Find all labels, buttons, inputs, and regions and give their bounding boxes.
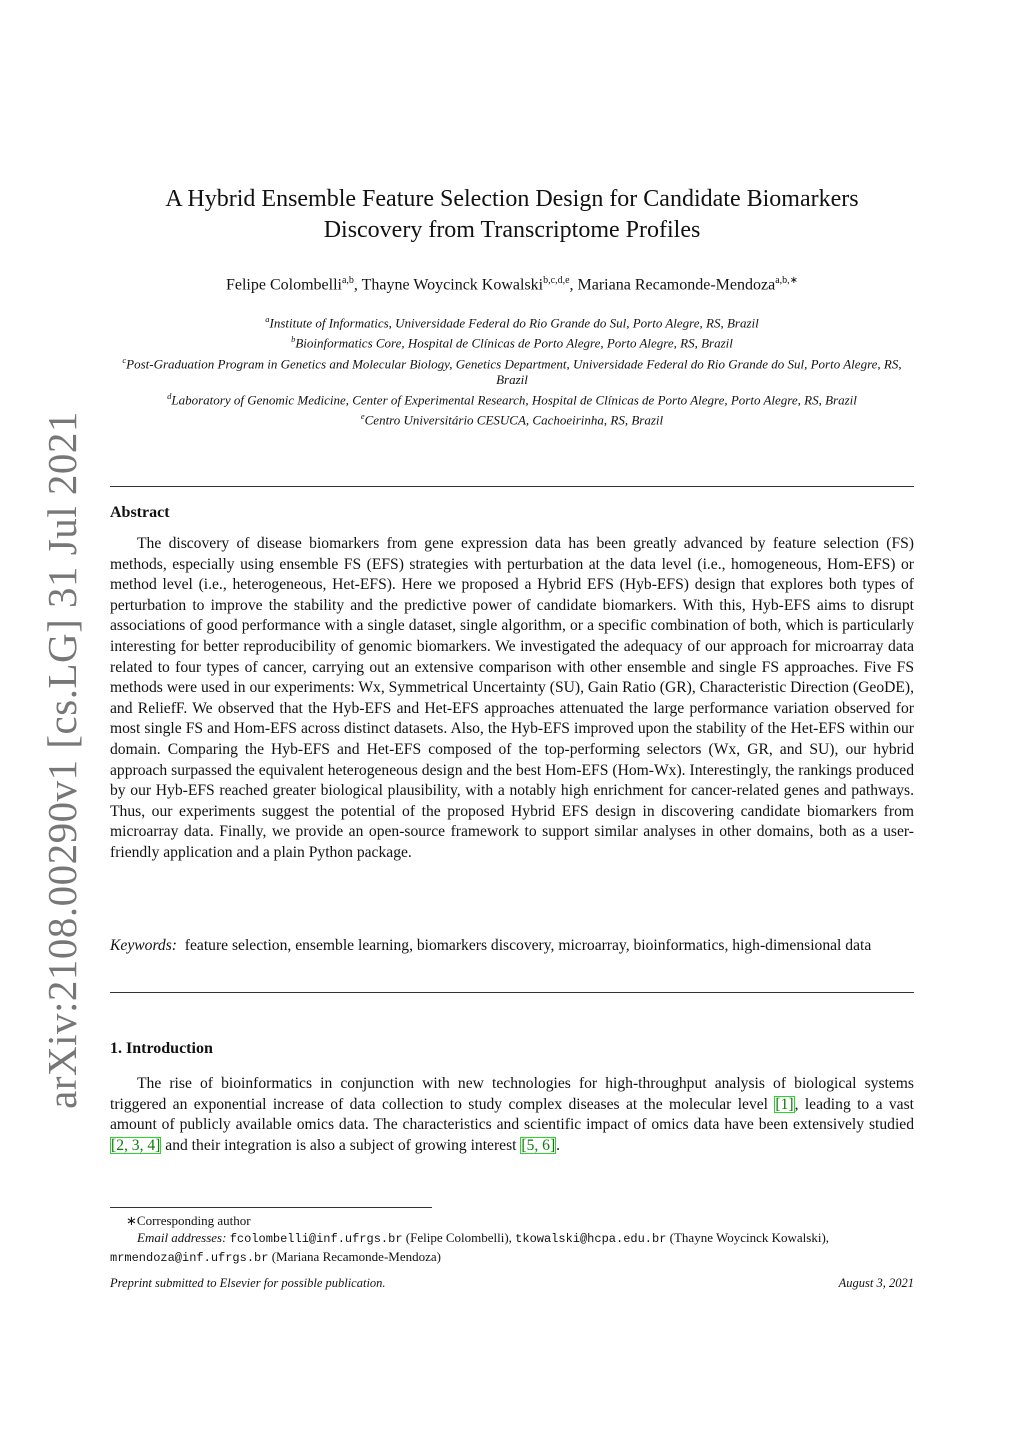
keywords [110,936,914,957]
email-addresses: Email addresses: fcolombelli@inf.ufrgs.br (Felipe Colombelli), tkowalski@hcpa.edu.br (Thayne Woycinck Kowalski), [137,1230,830,1246]
affiliation-item: $^e$Centro Universitário CESUCA, Cachoeirinha, RS, Brazil [360,411,664,428]
citation-link[interactable]: [5, 6] [521,1136,556,1154]
keywords-label: Keywords: [110,937,177,954]
author-name: Thayne Woycinck Kowalski [361,276,544,294]
intro-paragraph: The rise of bioinformatics in conjunction with new technologies for high-throughput analysis of biological systems triggered an exponential increase of data collection to study complex diseases at the molecular level [1], leading to a vast amount of publicly available omics data. The characteristics and scientific impact of omics data have been extensively studied [2, 3, 4] and their integration is also a subject of growing interest [5, 6]. [110,1075,914,1154]
abstract-body [110,534,914,864]
corresponding-author-note: ∗Corresponding author [126,1213,251,1228]
footnotes: ∗Corresponding author Email addresses: fcolombelli@inf.ufrgs.br (Felipe Colombelli), tkowalski@hcpa.edu.br (Thayne Woycinck Kowalski), mrmendoza@inf.ufrgs.br (Mariana Recamonde-Mendoza) [110,1212,914,1267]
author-affil-marks: b,c,d,e [543,275,570,286]
email-link[interactable]: mrmendoza@inf.ufrgs.br [110,1251,269,1265]
author-list: Felipe Colombelli$^{a,b}$, Thayne Woycinck Kowalski$^{b,c,d,e}$, Mariana Recamonde-Mendoza$^{a,b,∗}$ [225,275,799,294]
footer-date: August 3, 2021 [838,1276,914,1290]
author-name: Felipe Colombelli [225,276,342,294]
footer-preprint-note: Preprint submitted to Elsevier for possible publication. [110,1276,386,1290]
arxiv-sidebar-stamp: arXiv:2108.00290v1 [cs.LG] 31 Jul 2021 [39,411,85,1109]
keywords-text: feature selection, ensemble learning, biomarkers discovery, microarray, bioinformatics, high-dimensional data [184,937,872,954]
affiliations [112,311,912,429]
abstract-heading: Abstract [110,504,170,521]
citation-link[interactable]: [2, 3, 4] [111,1136,161,1154]
affiliation-item: $^a$Institute of Informatics, Universidade Federal do Rio Grande do Sul, Porto Alegre, RS, Brazil [265,314,759,331]
title-line-1: A Hybrid Ensemble Feature Selection Design for Candidate Biomarkers [165,186,859,212]
footnote-rule [110,1207,432,1208]
title-line-2: Discovery from Transcriptome Profiles [323,217,701,243]
abstract-top-rule [110,486,914,487]
intro-heading: 1. Introduction [110,1040,213,1057]
citation-link[interactable]: [1] [775,1095,794,1113]
author-name: Mariana Recamonde-Mendoza [577,276,776,294]
email-link[interactable]: tkowalski@hcpa.edu.br [515,1232,667,1246]
affiliation-item: $^c$Post-Graduation Program in Genetics and Molecular Biology, Genetics Department, Universidade Federal do Rio Grande do Sul, Porto Alegre, RS, Brazil [122,354,902,387]
email-link[interactable]: fcolombelli@inf.ufrgs.br [229,1232,403,1246]
affiliation-item: $^b$Bioinformatics Core, Hospital de Clínicas de Porto Alegre, Porto Alegre, RS, Brazil [291,334,733,351]
abstract-text: The discovery of disease biomarkers from gene expression data has been greatly advanced by feature selection (FS) methods, especially using ensemble FS (EFS) strategies with perturbation at the data level (i.e., homogeneous, Hom-EFS) or method level (i.e., heterogeneous, Het-EFS). Here we proposed a Hybrid EFS (Hyb-EFS) design that explores both types of perturbation to improve the stability and the predictive power of candidate biomarkers. With this, Hyb-EFS aims to disrupt associations of good performance with a single dataset, single algorithm, or a specific combination of both, which is particularly interesting for better reproducibility of genomic biomarkers. We investigated the adequacy of our approach for microarray data related to four types of cancer, carrying out an extensive comparison with other ensemble and single FS approaches. Five FS methods were used in our experiments: Wx, Symmetrical Uncertainty (SU), Gain Ratio (GR), Characteristic Direction (GeoDE), and ReliefF. We observed that the Hyb-EFS and Het-EFS approaches attenuated the large performance variation observed for most single FS and Hom-EFS across distinct datasets. Also, the Hyb-EFS improved upon the stability of the Het-EFS within our domain. Comparing the Hyb-EFS and Het-EFS composed of the top-performing selectors (Wx, GR, and SU), our hybrid approach surpassed the equivalent heterogeneous design and the best Hom-EFS (Hom-Wx). Interestingly, the rankings produced by our Hyb-EFS reached greater biological plausibility, with a notably high enrichment for cancer-related genes and pathways. Thus, our experiments suggest the potential of the proposed Hybrid EFS design in discovering candidate biomarkers from microarray data. Finally, we provide an open-source framework to support similar analyses in other domains, both as a user-friendly application and a plain Python package. [110,535,914,861]
author-affil-marks: a,b [341,275,354,286]
page-footer [110,1276,914,1291]
abstract-bottom-rule [110,992,914,993]
affiliation-item: $^d$Laboratory of Genomic Medicine, Center of Experimental Research, Hospital de Clínicas de Porto Alegre, Porto Alegre, RS, Brazil [167,390,857,408]
paper-title [112,184,912,246]
author-affil-marks: a,b,∗ [775,275,799,286]
